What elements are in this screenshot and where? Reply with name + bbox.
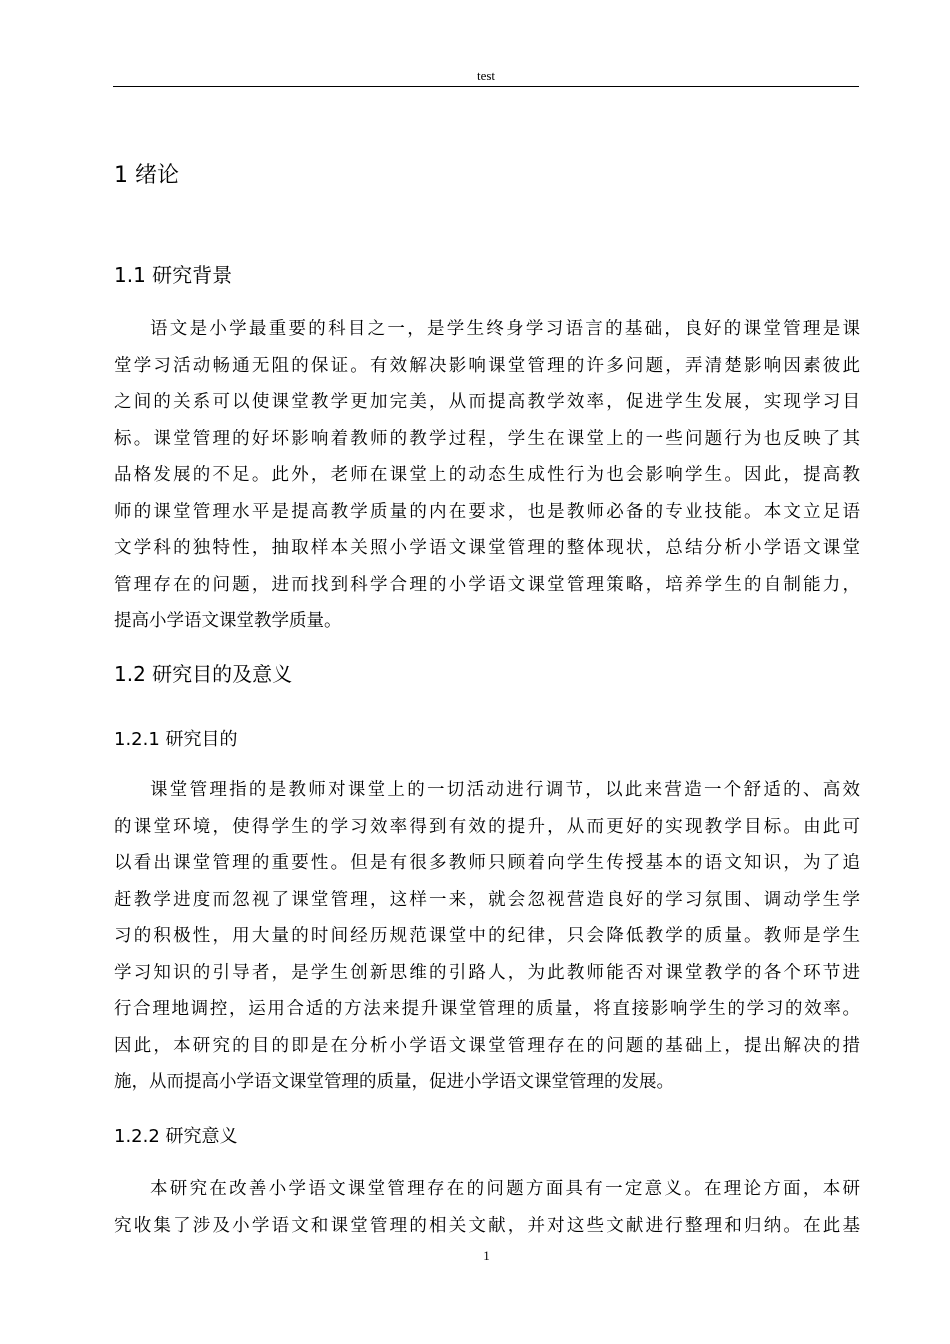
section-title-1-2-1: 1.2.1 研究目的 [114,729,238,750]
paragraph-line: 以看出课堂管理的重要性。但是有很多教师只顾着向学生传授基本的语文知识，为了追 [114,853,860,873]
paragraph-line: 本研究在改善小学语文课堂管理存在的问题方面具有一定意义。在理论方面，本研 [150,1179,860,1199]
paragraph-research-significance [114,1171,860,1244]
paragraph-line: 行合理地调控，运用合适的方法来提升课堂管理的质量，将直接影响学生的学习的效率。 [114,999,860,1019]
page-header: test [113,66,859,87]
section-title-1-2: 1.2 研究目的及意义 [114,662,293,686]
paragraph-line: 施，从而提高小学语文课堂管理的质量，促进小学语文课堂管理的发展。 [114,1072,674,1092]
paragraph-line: 文学科的独特性，抽取样本关照小学语文课堂管理的整体现状，总结分析小学语文课堂 [114,538,860,558]
paragraph-line: 标。课堂管理的好坏影响着教师的教学过程，学生在课堂上的一些问题行为也反映了其 [114,428,860,449]
paragraph-line: 品格发展的不足。此外，老师在课堂上的动态生成性行为也会影响学生。因此，提高教 [114,465,860,485]
paragraph-line: 因此，本研究的目的即是在分析小学语文课堂管理存在的问题的基础上，提出解决的措 [114,1035,860,1056]
paragraph-research-background [114,311,860,640]
paragraph-line: 师的课堂管理水平是提高教学质量的内在要求，也是教师必备的专业技能。本文立足语 [114,501,860,522]
paragraph-line: 赶教学进度而忽视了课堂管理，这样一来，就会忽视营造良好的学习氛围、调动学生学 [114,889,860,910]
paragraph-line: 究收集了涉及小学语文和课堂管理的相关文献，并对这些文献进行整理和归纳。在此基 [114,1215,860,1236]
paragraph-line: 之间的关系可以使课堂教学更加完美，从而提高教学效率，促进学生发展，实现学习目 [114,392,860,412]
paragraph-line: 语文是小学最重要的科目之一，是学生终身学习语言的基础，良好的课堂管理是课 [150,319,860,339]
paragraph-line: 习的积极性，用大量的时间经历规范课堂中的纪律，只会降低教学的质量。教师是学生 [114,926,860,946]
section-title-1-1: 1.1 研究背景 [114,263,233,287]
paragraph-research-purpose [114,772,860,1101]
paragraph-line: 管理存在的问题，进而找到科学合理的小学语文课堂管理策略，培养学生的自制能力， [114,574,860,595]
section-title-1-2-2: 1.2.2 研究意义 [114,1126,238,1147]
paragraph-line: 的课堂环境，使得学生的学习效率得到有效的提升，从而更好的实现教学目标。由此可 [114,816,860,837]
paragraph-line: 堂学习活动畅通无阻的保证。有效解决影响课堂管理的许多问题，弄清楚影响因素彼此 [114,355,860,376]
chapter-title: 1 绪论 [114,163,179,188]
paragraph-line: 提高小学语文课堂教学质量。 [114,611,342,631]
paragraph-line: 课堂管理指的是教师对课堂上的一切活动进行调节，以此来营造一个舒适的、高效 [150,780,860,800]
page-number: 1 [483,1248,490,1263]
paragraph-line: 学习知识的引导者，是学生创新思维的引路人，为此教师能否对课堂教学的各个环节进 [114,962,860,983]
